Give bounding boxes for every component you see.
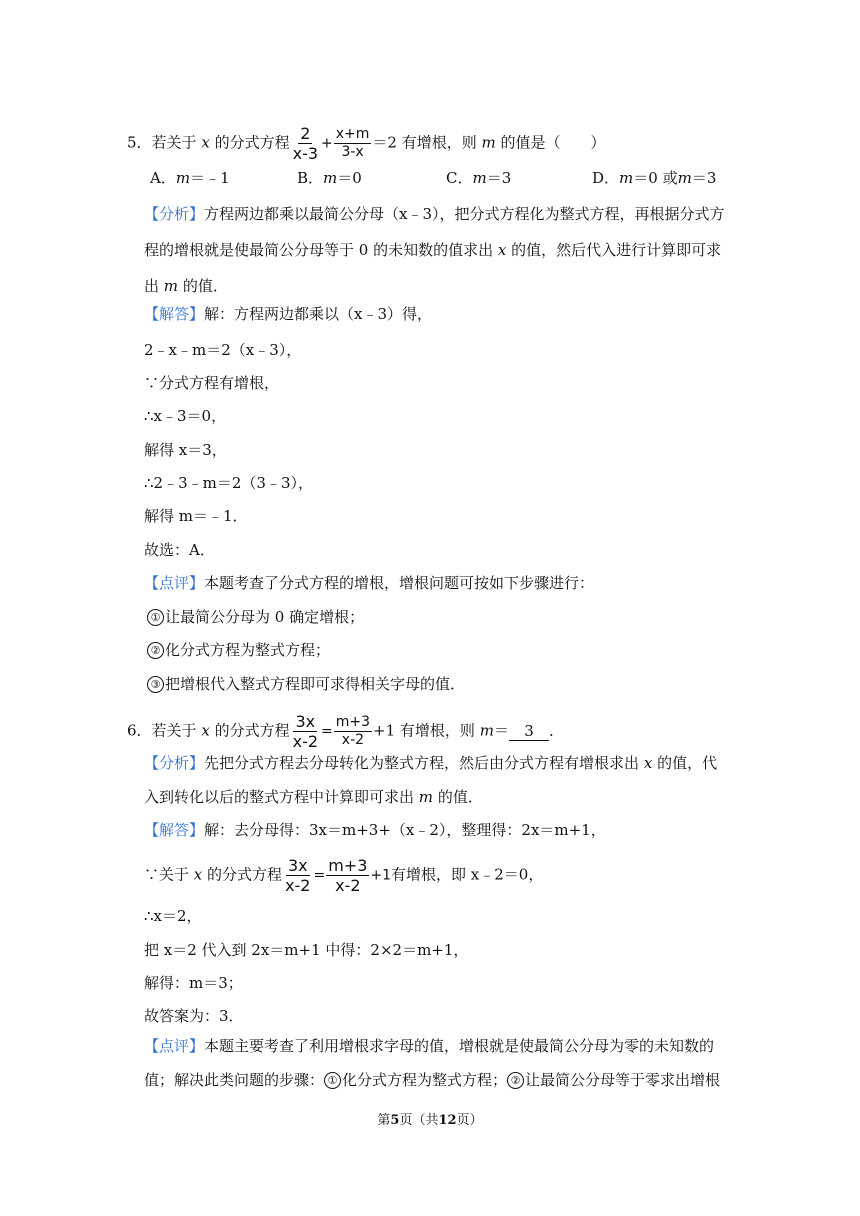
q6-fraction-3: $\frac{3x}{x-2}$ — [285, 856, 311, 895]
q6-step-2: ∴x＝2， — [144, 907, 202, 925]
q6-fraction-1: $\frac{3x}{x-2}$ — [292, 712, 319, 751]
q5-comment-step-3: ③ 把增根代入整式方程即可求得相关字母的值． — [147, 674, 465, 694]
q5-comment-step-2: ② 化分式方程为整式方程； — [147, 640, 330, 660]
answer-tag: 【解答】 — [144, 305, 205, 323]
q5-step-5: ∴2﹣3﹣m＝2（3﹣3）， — [144, 474, 313, 492]
q5-step-1: 2﹣x﹣m＝2（x﹣3）， — [144, 341, 302, 359]
q5-stem: 5．若关于 x 的分式方程 $\frac{2}{x-3}$ + $\frac{x+m}{3-x}$ ＝2 有增根，则 m 的值是（ ） — [127, 124, 606, 163]
q6-analysis-line-2: 入到转化以后的整式方程中计算即可求出 m 的值． — [144, 788, 483, 806]
q6-step-1: ∵关于 x 的分式方程 $\frac{3x}{x-2}$ = $\frac{m+3}{x-2}$ +1有增根，即 x﹣2＝0， — [144, 856, 544, 895]
q6-step-5: 故答案为：3． — [144, 1007, 244, 1025]
answer-tag: 【解答】 — [144, 821, 205, 839]
q5-step-4: 解得 x＝3， — [144, 441, 227, 459]
q6-fraction-2: $\frac{m+3}{x-2}$ — [335, 714, 371, 748]
q5-analysis-line-2: 程的增根就是使最简公分母等于 0 的未知数的值求出 x 的值，然后代入进行计算即可求 — [144, 241, 722, 259]
analysis-tag: 【分析】 — [144, 205, 205, 223]
answer-blank[interactable]: 3 — [509, 722, 549, 741]
q5-answer-line-1: 【解答】解：方程两边都乘以（x﹣3）得， — [144, 305, 433, 323]
q6-analysis-line-1: 【分析】先把分式方程去分母转化为整式方程，然后由分式方程有增根求出 x 的值，代 — [144, 754, 718, 772]
q5-comment-step-1: ① 让最简公分母为 0 确定增根； — [147, 607, 364, 627]
q5-step-7: 故选：A． — [144, 541, 215, 559]
q5-option-b[interactable]: B．m＝0 — [297, 169, 362, 187]
q5-comment: 【点评】本题考查了分式方程的增根，增根问题可按如下步骤进行： — [144, 574, 595, 592]
q5-option-d[interactable]: D．m＝0 或m＝3 — [592, 169, 717, 187]
comment-tag: 【点评】 — [144, 574, 205, 592]
q6-step-3: 把 x＝2 代入到 2x＝m+1 中得：2×2＝m+1， — [144, 941, 469, 959]
q5-analysis-line-3: 出 m 的值． — [144, 277, 228, 295]
q5-step-3: ∴x﹣3＝0， — [144, 407, 227, 425]
q5-analysis-line-1: 【分析】方程两边都乘以最简公分母（x﹣3），把分式方程化为整式方程，再根据分式方 — [144, 205, 725, 223]
q6-fraction-4: $\frac{m+3}{x-2}$ — [328, 856, 368, 895]
page-footer: 第5页（共12页） — [377, 1113, 483, 1128]
q5-option-c[interactable]: C．m＝3 — [446, 169, 512, 187]
current-page-number: 5 — [390, 1113, 400, 1128]
q6-answer-line-1: 【解答】解：去分母得：3x＝m+3+（x﹣2），整理得：2x＝m+1， — [144, 821, 606, 839]
q6-step-4: 解得：m＝3； — [144, 974, 243, 992]
q5-step-2: ∵分式方程有增根， — [144, 374, 280, 392]
q5-option-a[interactable]: A．m＝﹣1 — [150, 169, 230, 187]
q6-comment-line-1: 【点评】本题主要考查了利用增根求字母的值，增根就是使最简公分母为零的未知数的 — [144, 1037, 715, 1055]
q6-comment-line-2: 值；解决此类问题的步骤： ① 化分式方程为整式方程； ② 让最简公分母等于零求出增根 — [144, 1071, 721, 1089]
comment-tag: 【点评】 — [144, 1037, 205, 1055]
q5-step-6: 解得 m＝﹣1． — [144, 507, 248, 525]
q6-stem: 6．若关于 x 的分式方程 $\frac{3x}{x-2}$ = $\frac{m+3}{x-2}$ +1 有增根，则 m＝ 3 ． — [127, 712, 564, 751]
analysis-tag: 【分析】 — [144, 754, 205, 772]
total-page-count: 12 — [438, 1113, 457, 1128]
q5-fraction-1: $\frac{2}{x-3}$ — [292, 124, 319, 163]
q5-fraction-2: $\frac{x+m}{3-x}$ — [335, 126, 370, 160]
